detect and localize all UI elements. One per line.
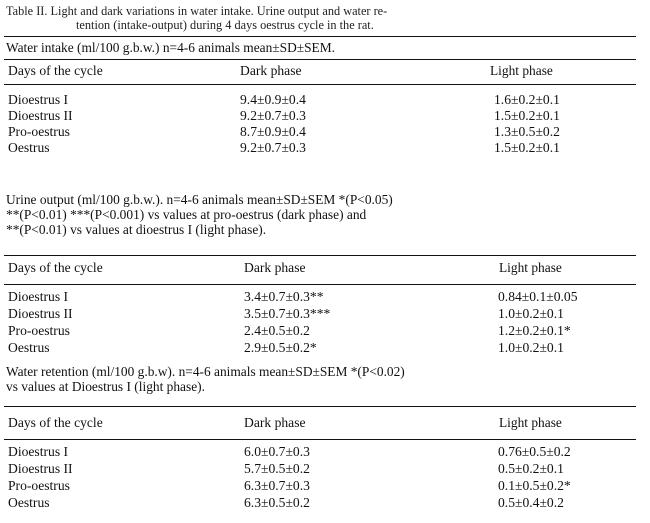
cell-day: Oestrus [8,340,50,355]
header-rule-bottom [4,84,636,85]
column-header-dark: Dark phase [240,63,302,78]
section-heading-line: vs values at Dioestrus I (light phase). [6,379,205,394]
cell-day: Dioestrus I [8,289,69,304]
table-row [6,140,638,156]
cell-light: 1.5±0.2±0.1 [494,140,560,155]
table-row [6,108,638,124]
column-header-days: Days of the cycle [8,260,103,275]
cell-dark: 2.4±0.5±0.2 [244,323,310,338]
top-rule [4,36,636,37]
cell-day: Dioestrus I [8,444,69,459]
table-row [6,478,638,494]
table-row [6,306,638,322]
cell-dark: 6.3±0.7±0.3 [244,478,310,493]
header-rule-top [4,255,636,256]
table-row [6,444,638,460]
cell-day: Dioestrus II [8,306,73,321]
cell-day: Dioestrus I [8,92,69,107]
header-rule-bottom [4,284,636,285]
cell-light: 1.0±0.2±0.1 [498,340,564,355]
cell-light: 0.5±0.2±0.1 [498,461,564,476]
cell-dark: 6.0±0.7±0.3 [244,444,310,459]
column-header-light: Light phase [499,260,562,275]
table-row [6,495,638,511]
table-row [6,289,638,305]
cell-dark: 9.2±0.7±0.3 [240,140,306,155]
table-row [6,92,638,108]
cell-light: 1.2±0.2±0.1* [498,323,571,338]
table-header-row [6,415,638,431]
cell-day: Pro-oestrus [8,478,70,493]
cell-day: Oestrus [8,140,50,155]
section-heading [6,364,638,394]
cell-light: 1.5±0.2±0.1 [494,108,560,123]
section-heading-line: **(P<0.01) ***(P<0.001) vs values at pro-oestrus (dark phase) and [6,207,367,222]
cell-light: 1.3±0.5±0.2 [494,124,560,139]
table-document [4,4,644,516]
header-rule-top [4,406,636,407]
cell-dark: 6.3±0.5±0.2 [244,495,310,510]
cell-day: Dioestrus II [8,108,73,123]
cell-dark: 2.9±0.5±0.2* [244,340,317,355]
cell-light: 1.6±0.2±0.1 [494,92,560,107]
cell-day: Oestrus [8,495,50,510]
column-header-dark: Dark phase [244,415,306,430]
column-header-days: Days of the cycle [8,415,103,430]
column-header-light: Light phase [499,415,562,430]
cell-day: Dioestrus II [8,461,73,476]
header-rule-top [4,59,636,60]
cell-day: Pro-oestrus [8,124,70,139]
cell-dark: 3.5±0.7±0.3*** [244,306,331,321]
table-header-row [6,260,638,276]
cell-light: 0.1±0.5±0.2* [498,478,571,493]
column-header-light: Light phase [490,63,553,78]
header-rule-bottom [4,439,636,440]
section-heading-line: Water retention (ml/100 g.b.w). n=4-6 animals mean±SD±SEM *(P<0.02) [6,364,405,379]
section-heading [6,40,638,55]
cell-light: 0.76±0.5±0.2 [498,444,571,459]
table-header-row [6,63,638,79]
table-row [6,323,638,339]
column-header-dark: Dark phase [244,260,306,275]
cell-dark: 9.4±0.9±0.4 [240,92,306,107]
table-row [6,340,638,356]
section-heading-line: **(P<0.01) vs values at dioestrus I (light phase). [6,222,267,237]
cell-day: Pro-oestrus [8,323,70,338]
cell-dark: 5.7±0.5±0.2 [244,461,310,476]
caption-line-2: tention (intake-output) during 4 days oestrus cycle in the rat. [76,18,374,32]
table-row [6,124,638,140]
cell-dark: 8.7±0.9±0.4 [240,124,306,139]
table-caption [6,4,638,32]
section-heading-line: Water intake (ml/100 g.b.w.) n=4-6 animals mean±SD±SEM. [6,40,335,55]
section-heading-line: Urine output (ml/100 g.b.w.). n=4-6 animals mean±SD±SEM *(P<0.05) [6,192,393,207]
column-header-days: Days of the cycle [8,63,103,78]
section-heading [6,192,638,237]
cell-dark: 3.4±0.7±0.3** [244,289,324,304]
cell-dark: 9.2±0.7±0.3 [240,108,306,123]
caption-line-1: Table II. Light and dark variations in water intake. Urine output and water re- [6,4,388,18]
cell-light: 1.0±0.2±0.1 [498,306,564,321]
table-row [6,461,638,477]
cell-light: 0.84±0.1±0.05 [498,289,578,304]
cell-light: 0.5±0.4±0.2 [498,495,564,510]
